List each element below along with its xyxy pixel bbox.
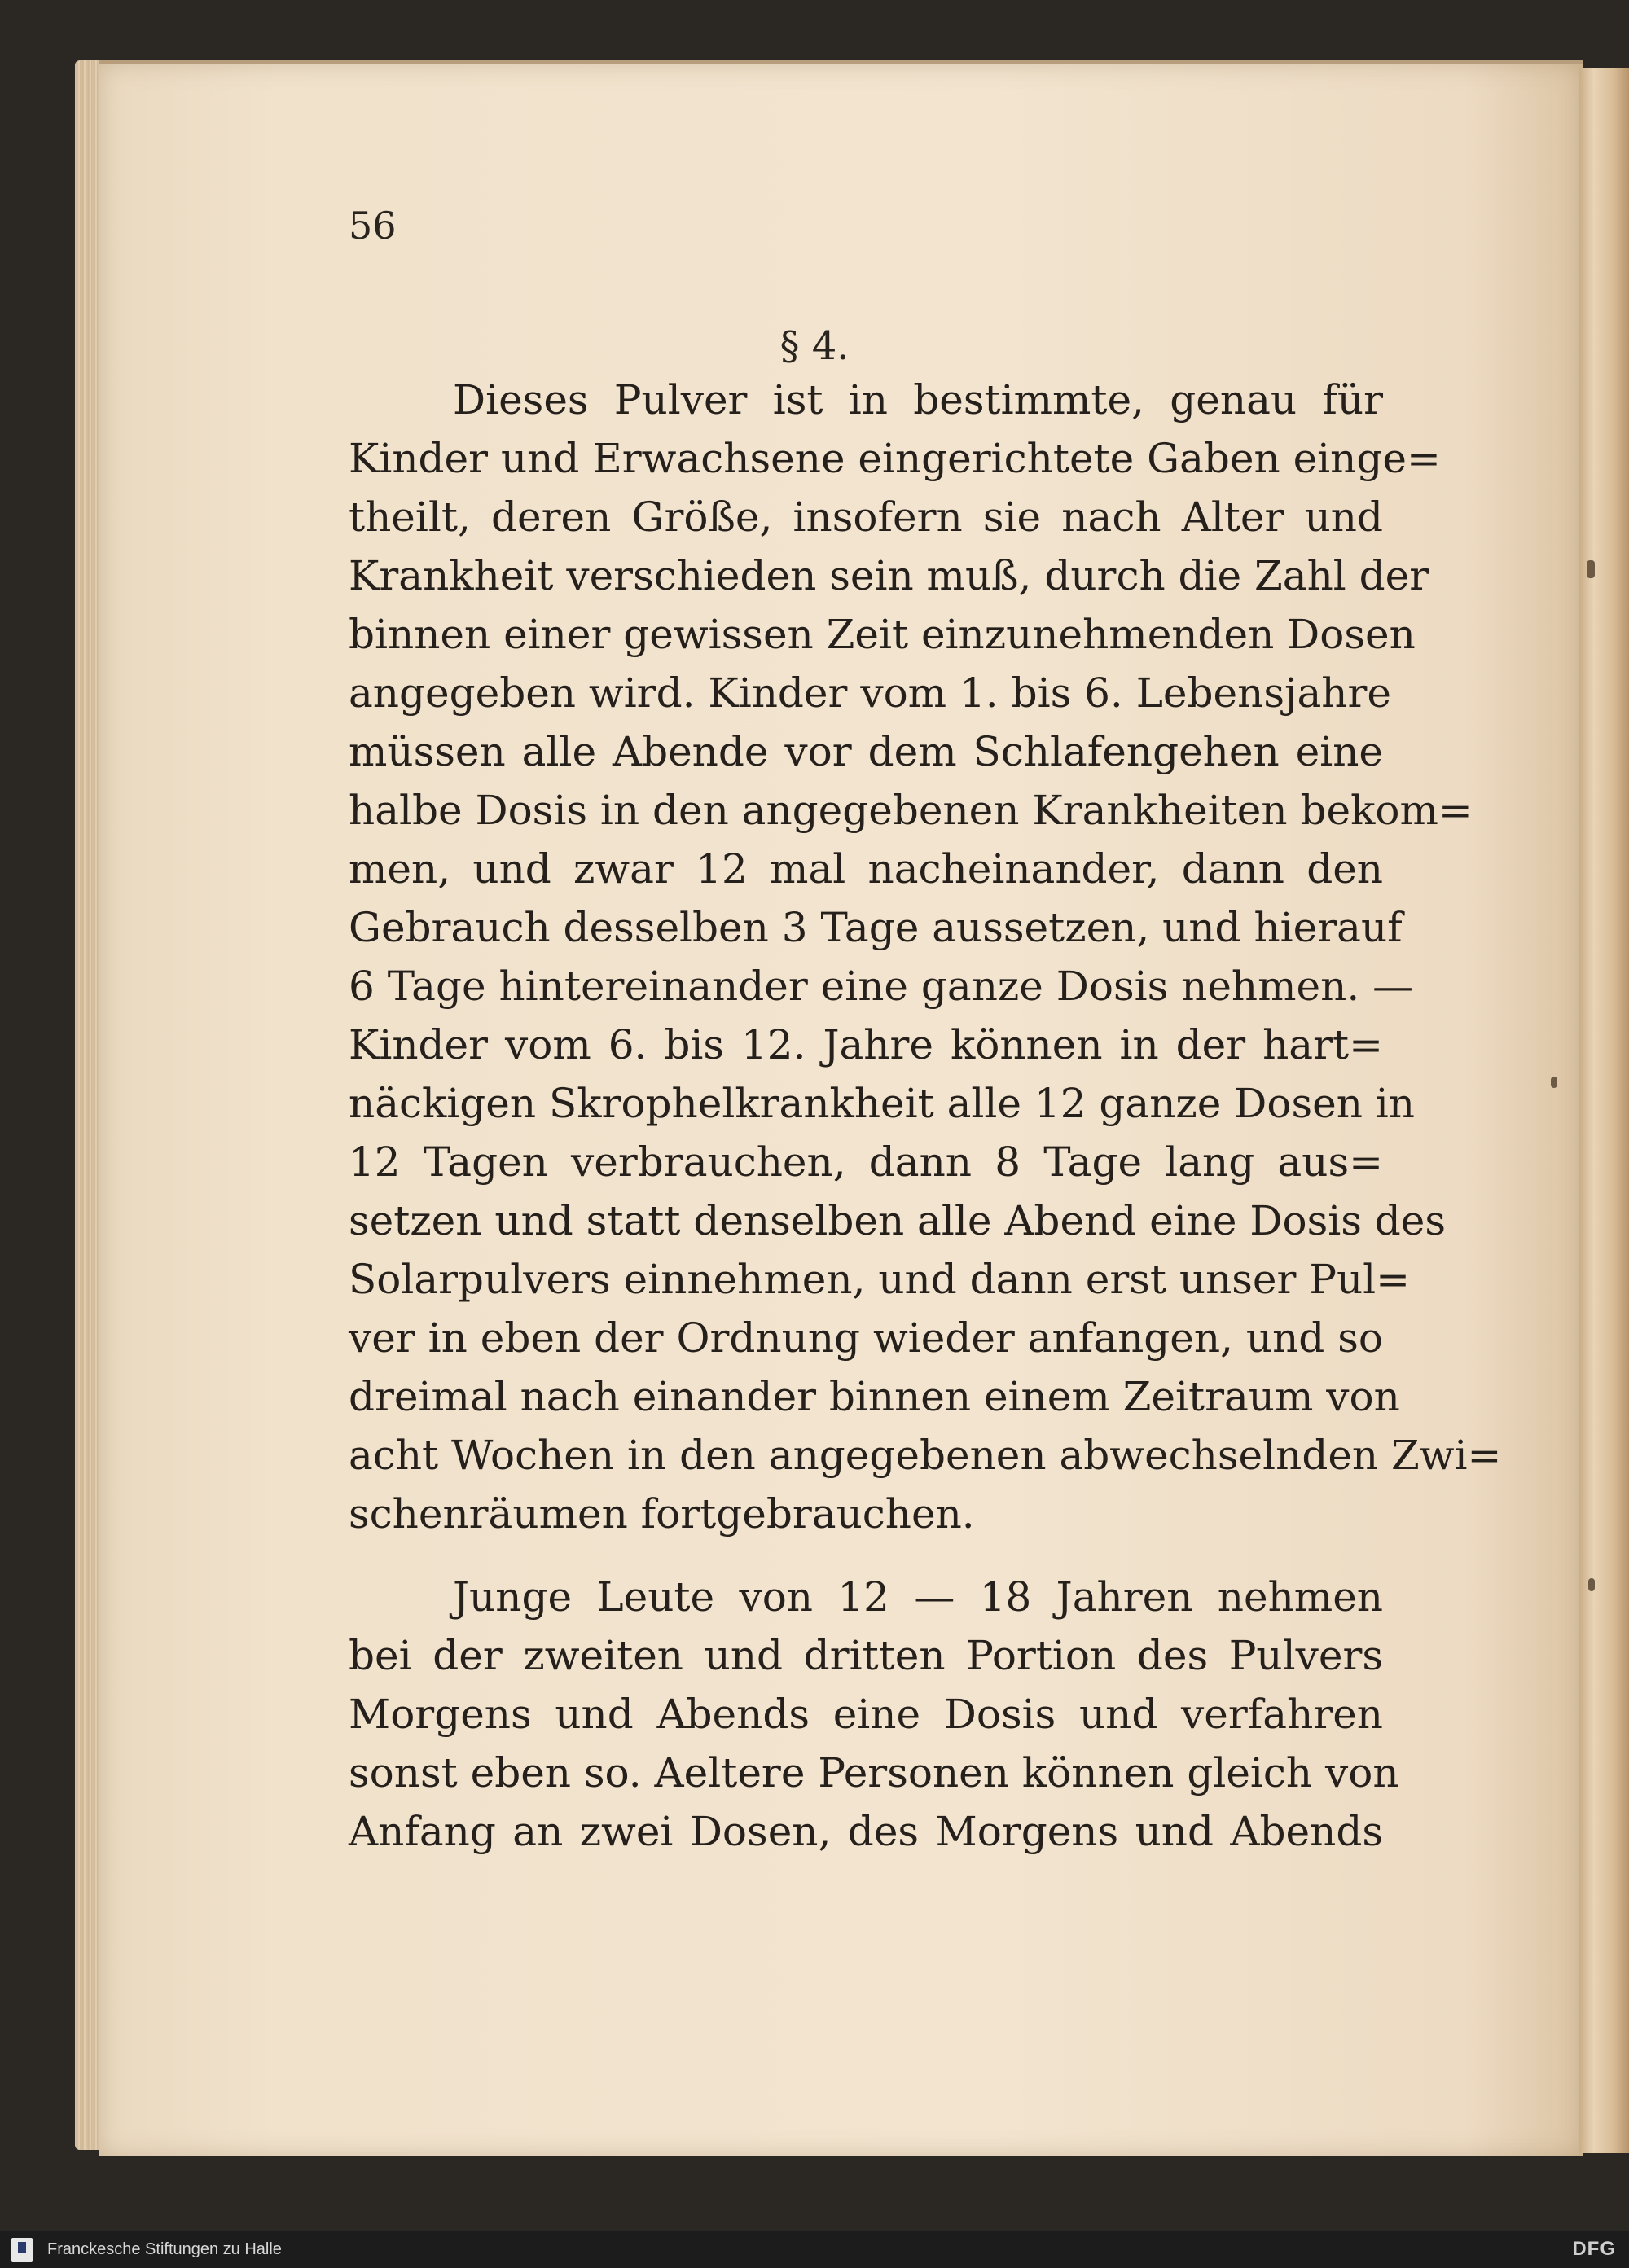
text-line: Solarpulvers einnehmen, und dann erst unser Pul= — [349, 1256, 1411, 1303]
binding-mark — [1551, 1077, 1557, 1088]
footer-bar — [0, 2231, 1629, 2268]
text-line: bei der zweiten und dritten Portion des Pulvers — [349, 1632, 1383, 1679]
text-line: binnen einer gewissen Zeit einzunehmenden Dosen — [349, 611, 1416, 658]
binding-mark — [1587, 560, 1595, 578]
text-line: Morgens und Abends eine Dosis und verfahren — [349, 1691, 1383, 1738]
text-line: Krankheit verschieden sein muß, durch die Zahl der — [349, 552, 1429, 599]
text-line: Kinder vom 6. bis 12. Jahre können in der hart= — [349, 1021, 1383, 1068]
institution-name: Franckesche Stiftungen zu Halle — [47, 2240, 282, 2258]
text-line: schenräumen fortgebrauchen. — [349, 1490, 975, 1538]
text-line: Dieses Pulver ist in bestimmte, genau für — [453, 376, 1383, 423]
text-line: Gebrauch desselben 3 Tage aussetzen, und hierauf — [349, 904, 1403, 951]
text-line: theilt, deren Größe, insofern sie nach Alter und — [349, 494, 1383, 541]
text-line: Kinder und Erwachsene eingerichtete Gaben einge= — [349, 435, 1441, 482]
book-gutter — [1579, 68, 1629, 2153]
text-line: sonst eben so. Aeltere Personen können gleich von — [349, 1749, 1399, 1796]
text-line: angegeben wird. Kinder vom 1. bis 6. Lebensjahre — [349, 669, 1391, 717]
dfg-badge: DFG — [1572, 2238, 1616, 2260]
text-line: halbe Dosis in den angegebenen Krankheiten bekom= — [349, 787, 1473, 834]
paragraph-2 — [349, 1568, 1399, 1861]
text-line: ver in eben der Ordnung wieder anfangen, und so — [349, 1314, 1383, 1362]
text-line: näckigen Skrophelkrankheit alle 12 ganze Dosen in — [349, 1080, 1415, 1127]
text-line: dreimal nach einander binnen einem Zeitraum von — [349, 1373, 1400, 1420]
text-line: 12 Tagen verbrauchen, dann 8 Tage lang aus= — [349, 1138, 1383, 1186]
binding-mark — [1588, 1578, 1595, 1591]
section-heading: § 4. — [779, 323, 850, 369]
text-line: Junge Leute von 12 — 18 Jahren nehmen — [453, 1573, 1383, 1621]
text-line: 6 Tage hintereinander eine ganze Dosis nehmen. — — [349, 963, 1414, 1010]
paragraph-1 — [349, 371, 1502, 1543]
page-number: 56 — [349, 204, 397, 248]
page-body — [349, 371, 1502, 1861]
text-line: Anfang an zwei Dosen, des Morgens und Abends — [349, 1808, 1383, 1855]
text-line: müssen alle Abende vor dem Schlafengehen eine — [349, 728, 1383, 775]
text-line: men, und zwar 12 mal nacheinander, dann den — [349, 845, 1383, 893]
text-line: setzen und statt denselben alle Abend eine Dosis des — [349, 1197, 1447, 1244]
text-line: acht Wochen in den angegebenen abwechselnden Zwi= — [349, 1432, 1502, 1479]
institution-logo-icon — [11, 2238, 33, 2262]
